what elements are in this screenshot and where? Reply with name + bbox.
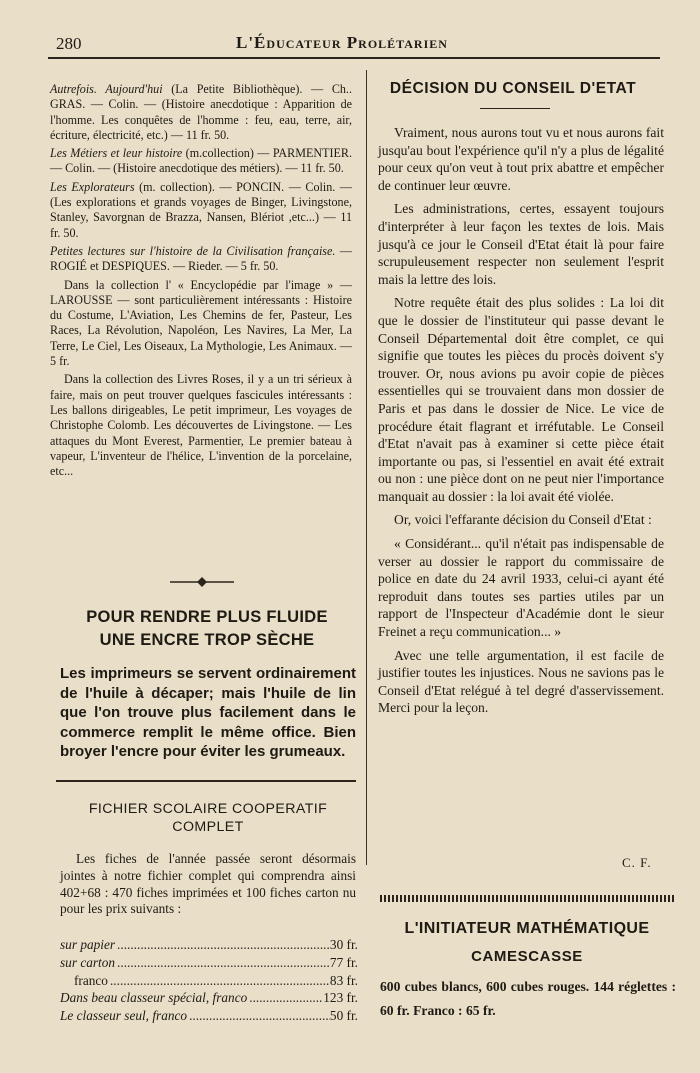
- heading-underline: [480, 108, 550, 109]
- biblio-text: (m.collection) — PARMENTIER. — Colin. — (Histoire anecdotique des métiers). — 11 fr. 50.: [50, 146, 353, 176]
- biblio-text: — ROGIÉ et DESPIQUES. — Rieder. — 5 fr. 50.: [50, 243, 352, 274]
- left-column-bibliography: [50, 82, 352, 482]
- price-label: sur carton: [60, 954, 116, 970]
- price-label: sur papier: [60, 937, 116, 952]
- article-quote: « Considérant... qu'il n'était pas indispensable de verser au dossier le rapport du commissaire de police en date du 24 avril 1933, celui-ci ayant été reproduit dans toutes ses parties utiles par un rapport de l'Inspecteur d'Académie dont le sieur Freinet a reçu communication... »: [378, 536, 664, 640]
- section-rule: [56, 780, 356, 782]
- journal-title: L'Éducateur Prolétarien: [236, 33, 448, 52]
- biblio-entry: [50, 82, 352, 143]
- article-paragraph: Notre requête était des plus solides : La loi dit que le dossier de l'instituteur qui passe devant le Conseil Départemental doit être complet, ce qui signifie que toutes les pièces du procès doivent s'y trouver. Or, nous avions pu avoir copie de pièces essentielles qui se trouvaient dans mon dossier de Paris et pas dans le dossier de Nice. Le vice de procédure était flagrant et irréfutable. Le Conseil d'Etat n'avait pas à examiner si cette pièce était importante ou pas, si l'essentiel en avait été extrait ou non : une pièce dont on ne peut nier l'importance manquait au dossier : la loi avait été violée.: [378, 295, 664, 504]
- price-label: franco: [74, 972, 108, 988]
- biblio-entry: [50, 244, 352, 275]
- biblio-text: (m. collection). — PONCIN. — Colin. — (Les explorations et grands voyages de Binger, Livingstone, Stanley, Savorgnan de Brazza, Nansen, Blériot ,etc...) — 11 fr. 50.: [50, 179, 352, 240]
- initiateur-heading: L'INITIATEUR MATHÉMATIQUE: [404, 920, 650, 937]
- article-paragraph: Les administrations, certes, essayent toujours d'interpréter à leur façon les textes de lois. Mais jusqu'à ce jour le Conseil d'Etat était là pour faire scrupuleusement respecter non seulement l'esprit mais la lettre des lois.: [378, 201, 664, 287]
- diamond-ornament-icon: [170, 575, 234, 589]
- fluide-text: Les imprimeurs se servent ordinairement de l'huile à décaper; mais l'huile de lin que l'on trouve plus facilement dans le commerce remplit le même office. Bien broyer l'encre pour éviter les grumeaux.: [60, 665, 356, 760]
- dot-leader: [247, 989, 323, 1007]
- biblio-title: Les Explorateurs: [50, 179, 135, 194]
- fichier-paragraph: Les fiches de l'année passée seront désormais jointes à notre fichier complet qui comprendra ainsi 402+68 : 470 fiches imprimées et 100 fiches carton nu pour les prix suivants :: [60, 851, 356, 917]
- article-paragraph: Avec une telle argumentation, il est facile de justifier toutes les injustices. Nous ne savions pas le Conseil d'Etat relégué à tel degré d'asservissement. Merci pour la leçon.: [378, 647, 664, 716]
- camescasse-heading: CAMESCASSE: [471, 948, 583, 965]
- dot-leader: [108, 972, 330, 990]
- price-row: [60, 954, 358, 972]
- biblio-text: (La Petite Bibliothèque). — Ch.. GRAS. — Colin. — (Histoire anecdotique : Apparition de l'homme. Les conquêtes de l'homme : feu, eau, terre, air, écriture, électricité, etc.) — 11 fr. 50.: [50, 82, 352, 142]
- price-label: Le classeur seul, franco: [60, 1008, 188, 1024]
- larousse-paragraph: Dans la collection l' « Encyclopédie par l'image » — LAROUSSE — sont particulièrement intéressants : Histoire du Costume, L'Aviation, Les Chemins de fer, Pasteur, Les Races, La Révolution, Napoléon, Les Navires, La Mer, La Terre, Le Ciel, Les Oiseaux, La Mythologie, Les Animaux. — 5 fr.: [50, 277, 352, 369]
- article-paragraph: Vraiment, nous aurons tout vu et nous aurons fait jusqu'au bout l'expérience qu'il n'y a plus de légalité pour ceux qu'on veut à tout prix abattre et empêcher de continuer leur œuvre.: [378, 125, 664, 193]
- hatched-rule: [380, 895, 674, 902]
- fichier-text: [60, 851, 356, 918]
- price-value: 50 fr.: [329, 1008, 358, 1024]
- fluide-heading-line-1: POUR RENDRE PLUS FLUIDE: [86, 608, 328, 626]
- price-value: 83 fr.: [329, 972, 358, 988]
- biblio-entry: [50, 146, 352, 177]
- initiateur-text: 600 cubes blancs, 600 cubes rouges. 144 réglettes : 60 fr. Franco : 65 fr.: [380, 979, 676, 1018]
- fichier-heading-line-2: COMPLET: [172, 819, 244, 835]
- dot-leader: [187, 1007, 330, 1025]
- price-value: 30 fr.: [329, 937, 358, 952]
- biblio-title: Les Métiers et leur histoire: [50, 146, 183, 161]
- biblio-entry: [50, 180, 352, 241]
- price-list: [60, 936, 358, 1025]
- fichier-heading: [60, 800, 356, 836]
- livres-roses-paragraph: Dans la collection des Livres Roses, il y a un tri sérieux à faire, mais on peut trouver quelques fascicules intéressants : Les ballons dirigeables, Le petit imprimeur, Les voyages de Christophe Colomb. Les découvertes de Livingstone. — Les attaques du Mont Everest, Parmentier, Le premier bateau à vapeur, L'inventeur de l'hélice, L'invention de la porcelaine, etc...: [50, 372, 352, 479]
- price-row: [60, 972, 358, 990]
- page-number: 280: [56, 34, 82, 53]
- article-paragraph: Or, voici l'effarante décision du Conseil d'Etat :: [394, 512, 652, 528]
- fichier-heading-line-1: FICHIER SCOLAIRE COOPERATIF: [88, 801, 328, 817]
- fluide-heading: [56, 606, 358, 652]
- price-value: 123 fr.: [323, 990, 358, 1006]
- biblio-title: Petites lectures sur l'histoire de la Civilisation française.: [50, 243, 336, 258]
- signature: C. F.: [622, 855, 652, 870]
- column-divider: [366, 70, 367, 865]
- decision-article: [378, 124, 664, 723]
- price-row: [60, 936, 358, 954]
- price-label: Dans beau classeur spécial, franco: [60, 990, 248, 1006]
- price-value: 77 fr.: [329, 954, 358, 970]
- dot-leader: [115, 936, 330, 954]
- dot-leader: [115, 954, 330, 972]
- header-rule: [48, 57, 660, 59]
- fluide-heading-line-2: UNE ENCRE TROP SÈCHE: [99, 631, 315, 649]
- price-row: [60, 989, 358, 1007]
- price-row: [60, 1007, 358, 1025]
- biblio-title: Autrefois. Aujourd'hui: [50, 82, 163, 96]
- decision-heading: DÉCISION DU CONSEIL D'ETAT: [389, 80, 637, 97]
